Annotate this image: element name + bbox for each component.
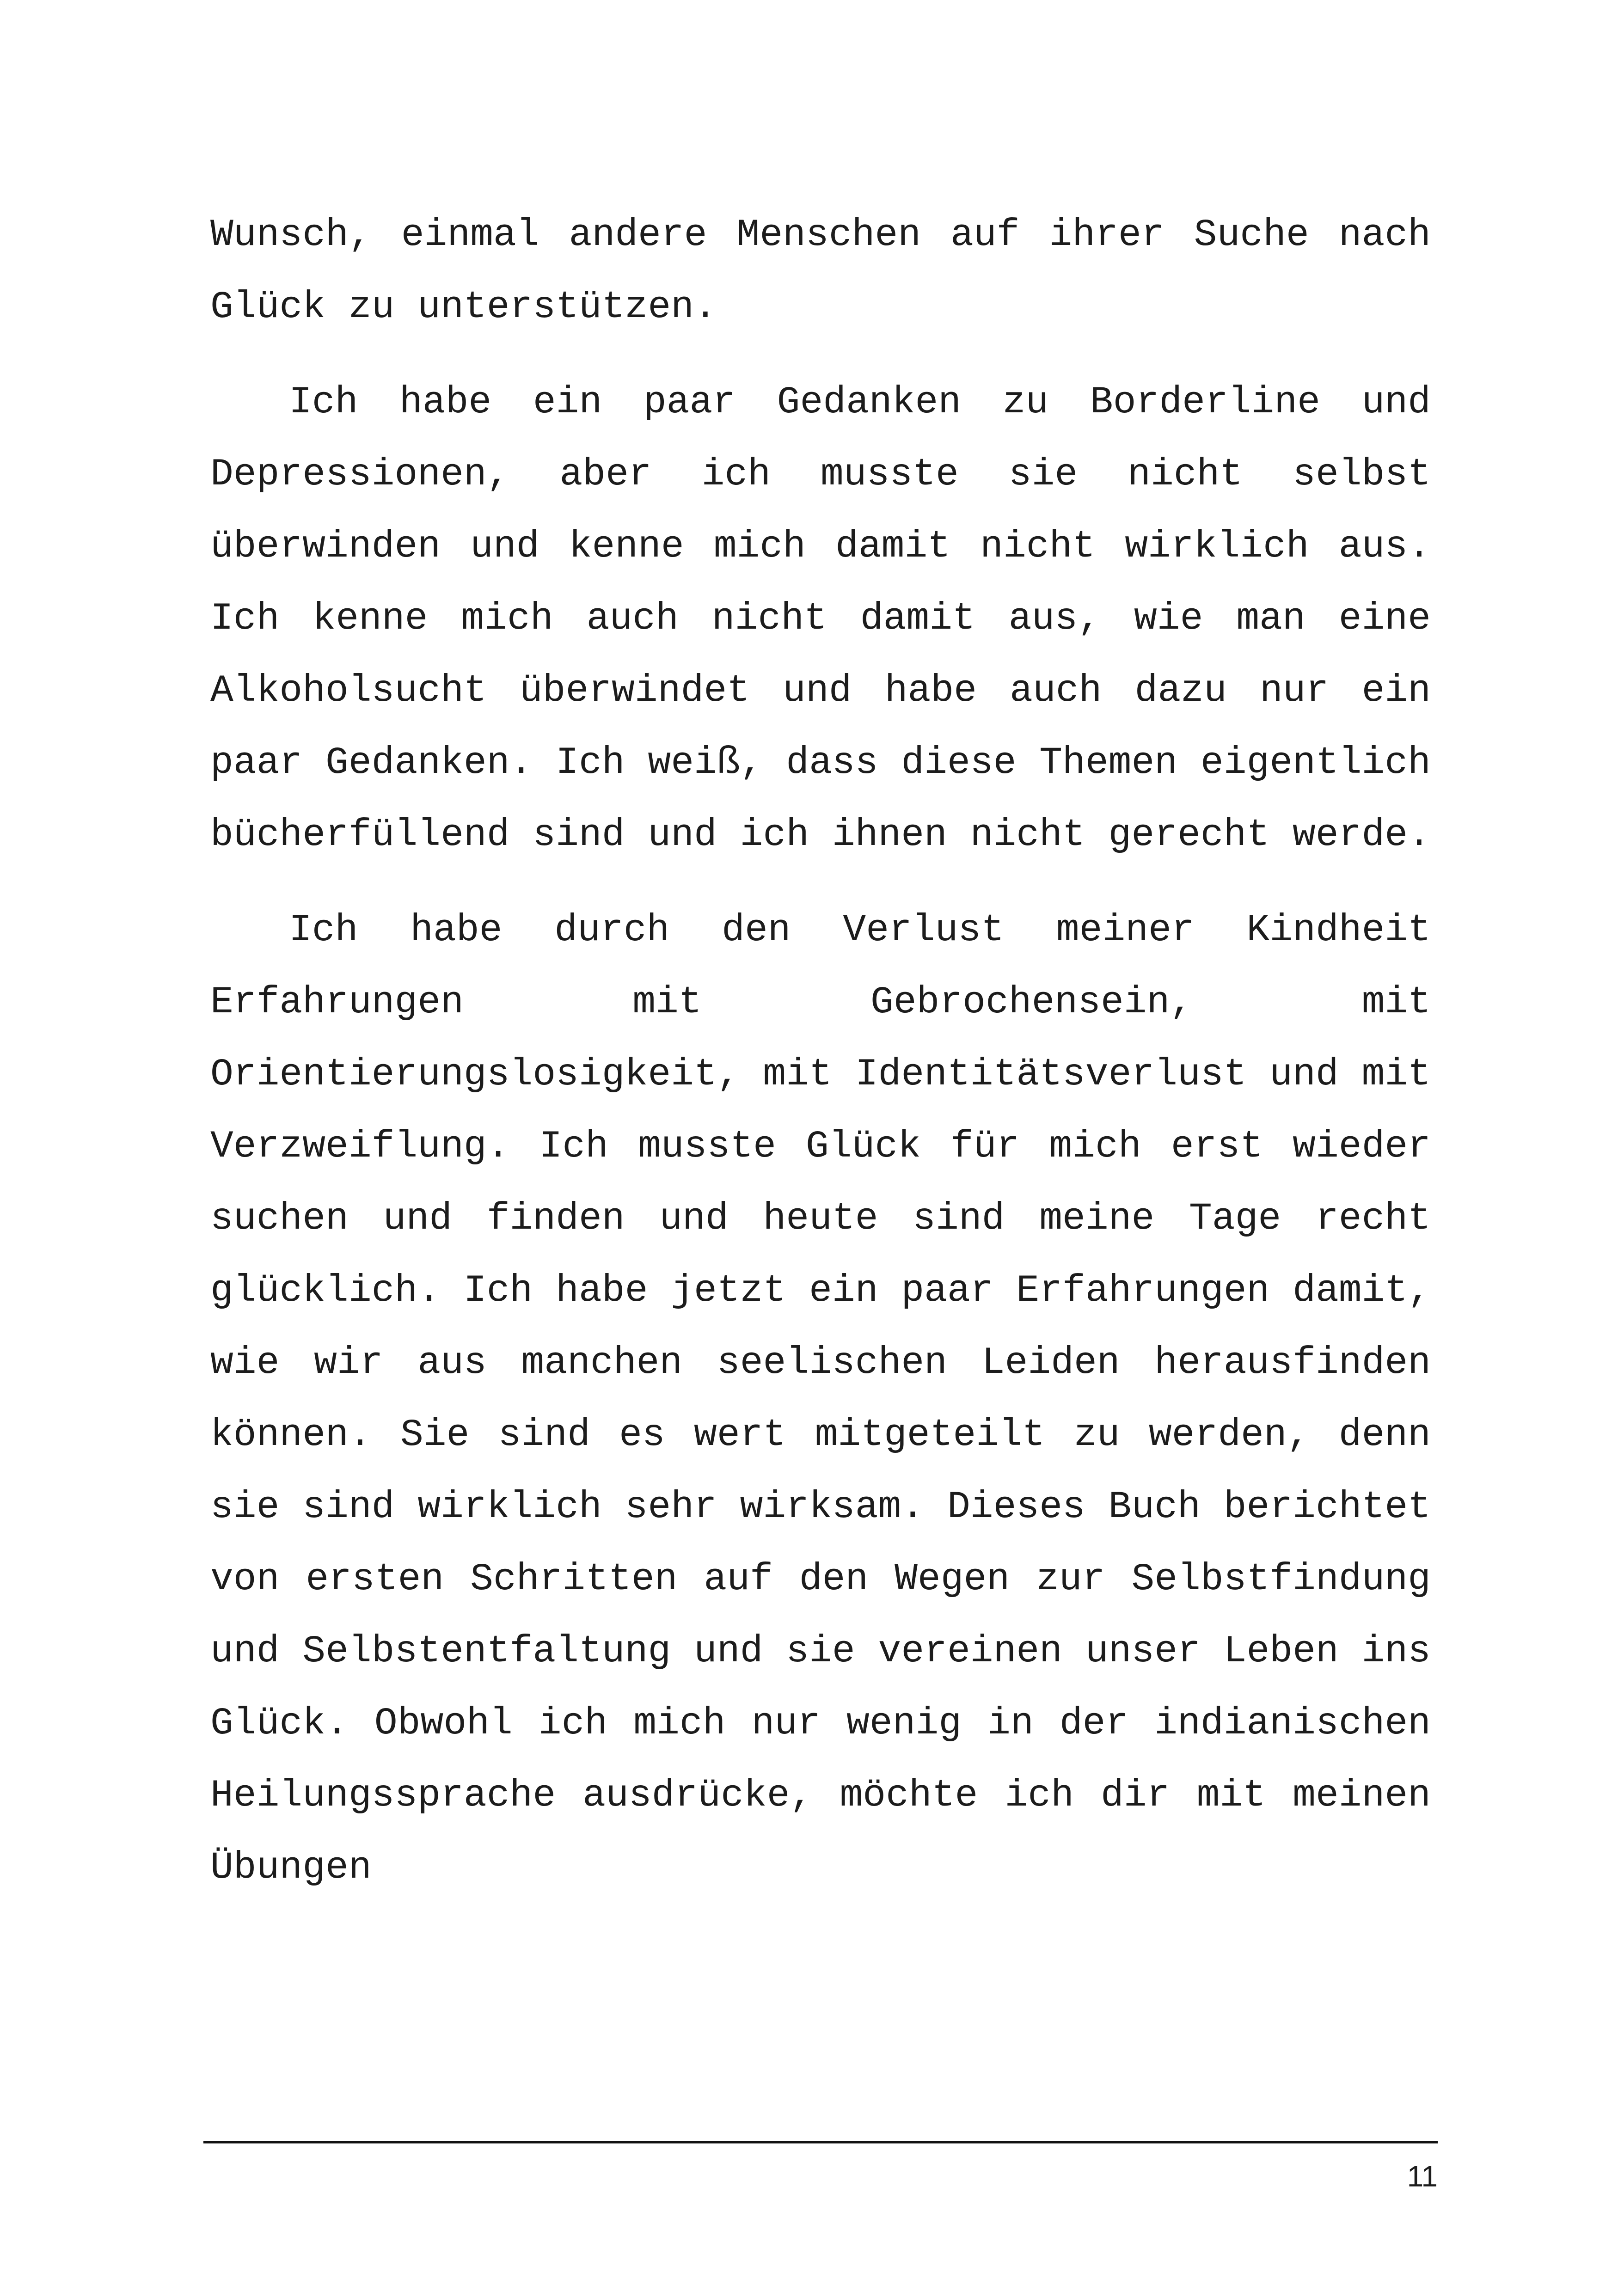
footer-divider <box>203 2141 1438 2143</box>
paragraph-continuation: Wunsch, einmal andere Menschen auf ihrer Suche nach Glück zu unterstützen. <box>210 213 1431 329</box>
paragraph-borderline-depression: Ich habe ein paar Gedanken zu Borderline und Depressionen, aber ich musste sie nicht selbst überwinden und kenne mich damit nicht wirklich aus. Ich kenne mich auch nicht damit aus, wie man eine Alkoholsucht überwindet und habe auch dazu nur ein paar Gedanken. Ich weiß, dass diese Themen eigentlich bücherfüllend sind und ich ihnen nicht gerecht werde. <box>210 380 1431 857</box>
body-text <box>210 199 1431 1904</box>
paragraph-childhood-experience: Ich habe durch den Verlust meiner Kindheit Erfahrungen mit Gebrochensein, mit Orientierungslosigkeit, mit Identitätsverlust und mit Verzweiflung. Ich musste Glück für mich erst wieder suchen und finden und heute sind meine Tage recht glücklich. Ich habe jetzt ein paar Erfahrungen damit, wie wir aus manchen seelischen Leiden herausfinden können. Sie sind es wert mitgeteilt zu werden, denn sie sind wirklich sehr wirksam. Dieses Buch berichtet von ersten Schritten auf den Wegen zur Selbstfindung und Selbstentfaltung und sie vereinen unser Leben ins Glück. Obwohl ich mich nur wenig in der indianischen Heilungssprache ausdrücke, möchte ich dir mit meinen Übungen <box>210 908 1431 1889</box>
page-number: 11 <box>1407 2160 1438 2193</box>
